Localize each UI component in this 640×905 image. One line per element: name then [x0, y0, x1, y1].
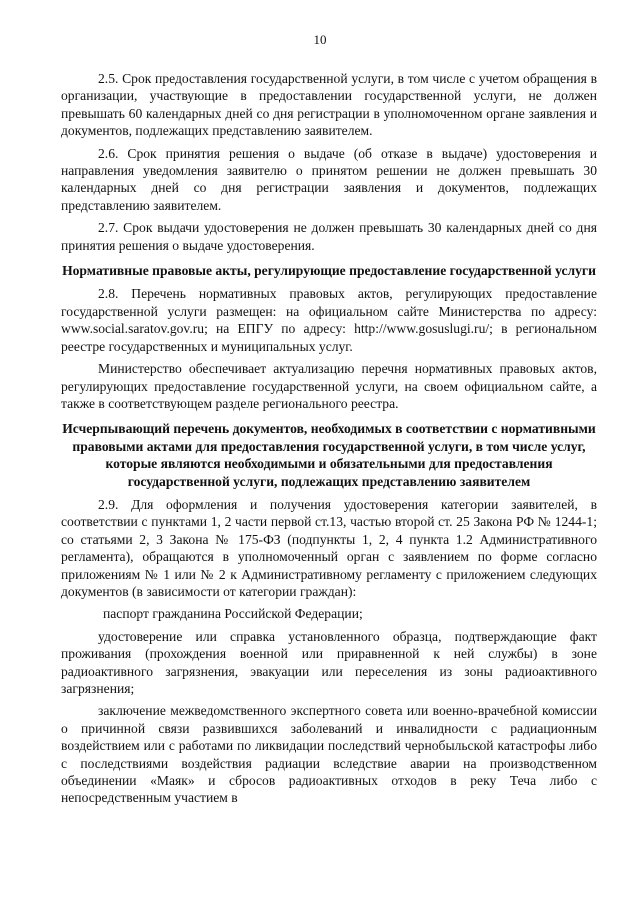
list-item-passport: паспорт гражданина Российской Федерации;	[103, 606, 363, 622]
paragraph-2-5: 2.5. Срок предоставления государственной услуги, в том числе с учетом обращения в организации, участвующие в предоставлении государственной услуги, не должен превышать 60 календарных дней со дня регистрации в уполномоченном органе заявления и документов, подлежащих представлению заявителем.	[61, 71, 597, 139]
page-number: 10	[313, 32, 327, 47]
list-item-medical-conclusion: заключение межведомственного экспертного совета или военно-врачебной комиссии о причинной связи развившихся заболеваний и инвалидности с радиационным воздействием или с работами по ликвидации последствий чернобыльской катастрофы либо с последствиями воздействия радиации вследствие аварии на производственном объединении «Маяк» и сбросов радиоактивных отходов в реку Теча либо с непосредственным участием в	[61, 703, 597, 806]
section-heading-normative-acts: Нормативные правовые акты, регулирующие предоставление государственной услуги	[62, 263, 596, 279]
paragraph-2-7: 2.7. Срок выдачи удостоверения не должен превышать 30 календарных дней со дня принятия решения о выдаче удостоверения.	[61, 220, 597, 253]
page-content	[61, 70, 597, 807]
paragraph-2-9: 2.9. Для оформления и получения удостоверения категории заявителей, в соответствии с пунктами 1, 2 части первой ст.13, частью второй ст. 25 Закона РФ № 1244-1; со статьями 2, 3 Закона № 175-ФЗ (подпункты 1, 2, 4 пункта 1.2 Административного регламента), обращаются в уполномоченный орган с заявлением по форме согласно приложениям № 1 или № 2 к Административному регламенту с приложением следующих документов (в зависимости от категории граждан):	[61, 496, 597, 599]
paragraph-2-8: 2.8. Перечень нормативных правовых актов, регулирующих предоставление государственной услуги размещен: на официальном сайте Министерства по адресу: www.social.saratov.gov.ru; на ЕПГУ по адресу: http://www.gosuslugi.ru/; в региональном реестре государственных и муниципальных услуг.	[61, 286, 597, 354]
paragraph-2-6: 2.6. Срок принятия решения о выдаче (об отказе в выдаче) удостоверения и направления уведомления заявителю о принятом решении не должен превышать 30 календарных дней со дня регистрации заявления и документов, подлежащих представлению заявителем.	[61, 145, 597, 213]
paragraph-ministry: Министерство обеспечивает актуализацию перечня нормативных правовых актов, регулирующих предоставление государственной услуги, на своем официальном сайте, а также в соответствующем разделе регионального реестра.	[61, 361, 597, 411]
list-item-residence-certificate: удостоверение или справка установленного образца, подтверждающие факт проживания (прохождения военной или приравненной к ней службы) в зоне радиоактивного загрязнения, эвакуации или переселения из зоны радиоактивного загрязнения;	[61, 628, 597, 696]
section-heading-documents-list: Исчерпывающий перечень документов, необходимых в соответствии с нормативными правовыми актами для предоставления государственной услуги, в том числе услуг, которые являются необходимыми и обязательными для предоставления государственной услуги, подлежащих представлению заявителем	[62, 421, 596, 489]
